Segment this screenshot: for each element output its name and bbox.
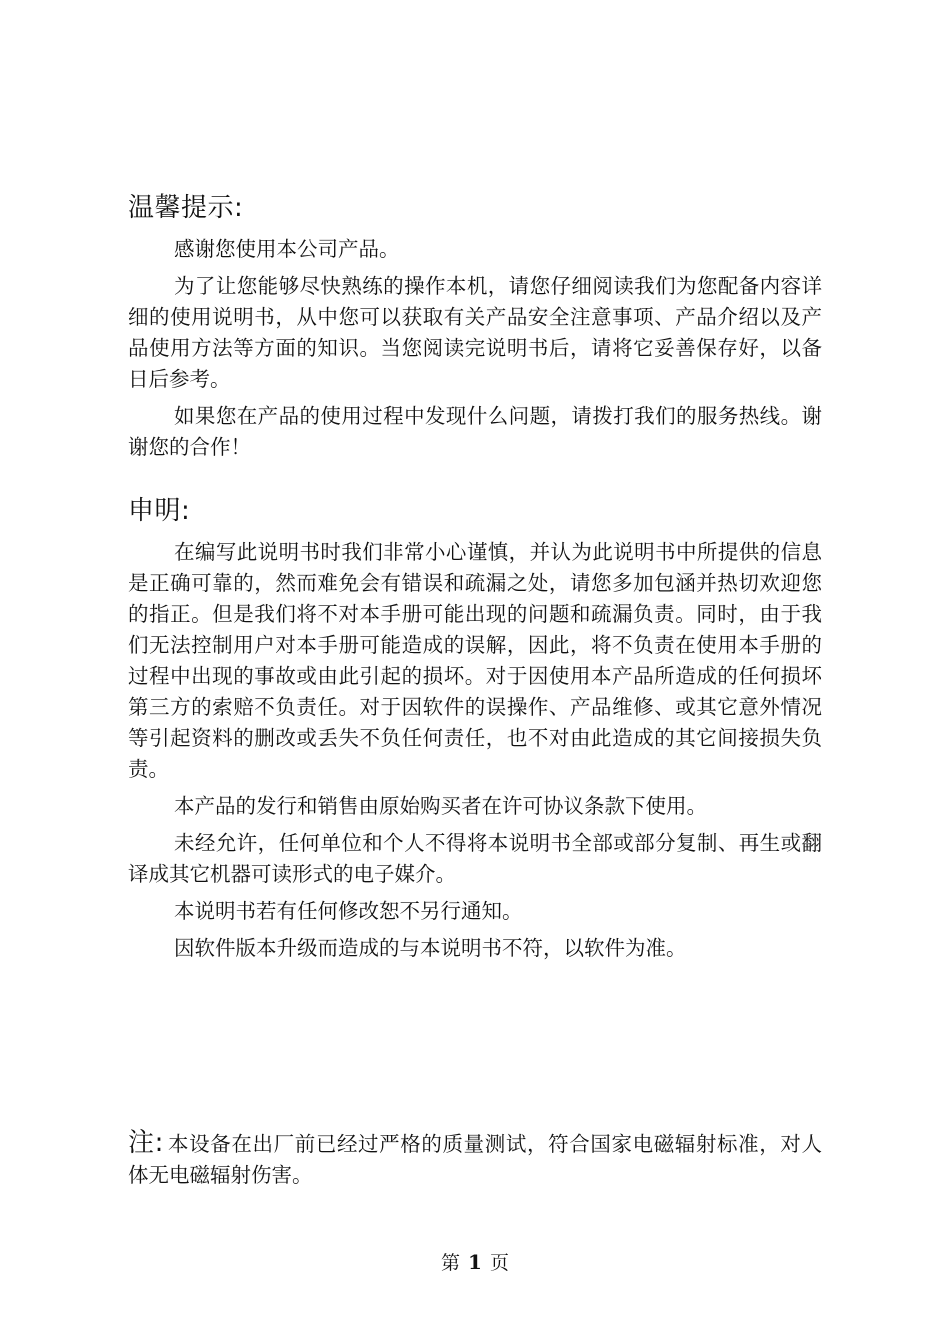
- page-number-prefix: 第: [441, 1252, 461, 1274]
- section-spacer: [128, 469, 822, 491]
- statement-paragraph: 本说明书若有任何修改恕不另行通知。: [174, 899, 523, 923]
- note-label: 注:: [128, 1128, 164, 1158]
- document-body: [128, 188, 822, 970]
- tips-paragraph: 为了让您能够尽快熟练的操作本机，请您仔细阅读我们为您配备内容详细的使用说明书，从中您可以获取有关产品安全注意事项、产品介绍以及产品使用方法等方面的知识。当您阅读完说明书后，请将它妥善保存好，以备日后参考。: [128, 274, 822, 391]
- page-footer: [0, 1248, 950, 1277]
- page-number: 1: [468, 1250, 482, 1274]
- tips-paragraph: 如果您在产品的使用过程中发现什么问题，请拨打我们的服务热线。谢谢您的合作！: [128, 404, 822, 459]
- tips-section: [128, 188, 822, 463]
- statement-section: [128, 491, 822, 964]
- tips-paragraph: 感谢您使用本公司产品。: [174, 237, 400, 261]
- tips-heading: 温馨提示:: [128, 193, 244, 223]
- statement-heading: 申明:: [128, 496, 191, 526]
- statement-paragraph: 因软件版本升级而造成的与本说明书不符，以软件为准。: [174, 936, 687, 960]
- statement-paragraph: 在编写此说明书时我们非常小心谨慎，并认为此说明书中所提供的信息是正确可靠的，然而难免会有错误和疏漏之处，请您多加包涵并热切欢迎您的指正。但是我们将不对本手册可能出现的问题和疏漏负责。同时，由于我们无法控制用户对本手册可能造成的误解，因此，将不负责在使用本手册的过程中出现的事故或由此引起的损坏。对于因使用本产品所造成的任何损坏第三方的索赔不负责任。对于因软件的误操作、产品维修、或其它意外情况等引起资料的删改或丢失不负任何责任，也不对由此造成的其它间接损失负责。: [128, 540, 822, 781]
- statement-paragraph: 本产品的发行和销售由原始购买者在许可协议条款下使用。: [174, 794, 707, 818]
- page-number-suffix: 页: [489, 1252, 509, 1274]
- statement-paragraph: 未经允许，任何单位和个人不得将本说明书全部或部分复制、再生或翻译成其它机器可读形式的电子媒介。: [128, 831, 822, 886]
- note-text: 本设备在出厂前已经过严格的质量测试，符合国家电磁辐射标准，对人体无电磁辐射伤害。: [128, 1132, 823, 1187]
- note-section: [128, 1128, 822, 1191]
